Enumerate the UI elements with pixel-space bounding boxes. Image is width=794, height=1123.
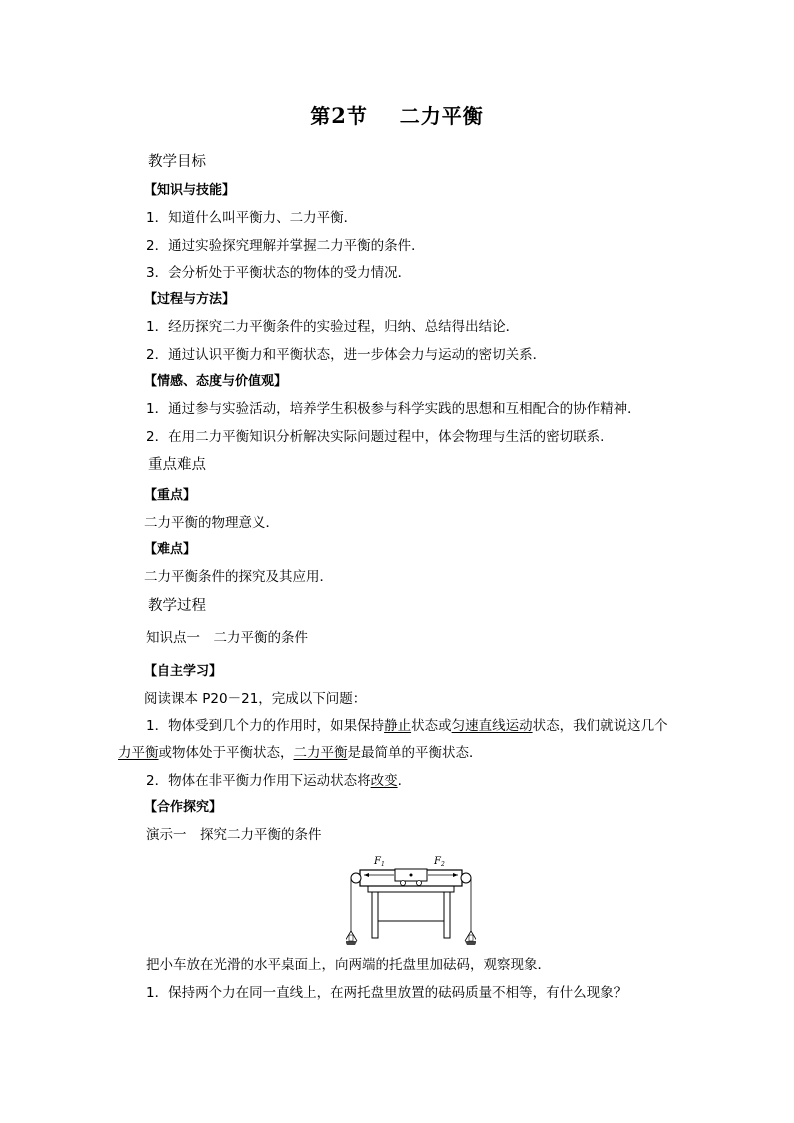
right-pulley: [461, 873, 471, 883]
page-title: [0, 100, 794, 129]
question-text: 1．物体受到几个力的作用时，如果保持: [146, 718, 385, 734]
title-suffix: 节: [346, 104, 368, 128]
balance-experiment-figure: [346, 851, 476, 951]
knowledge-point-title: 知识点一 二力平衡的条件: [146, 630, 308, 646]
key-points-heading: 重点难点: [148, 457, 206, 473]
force-f1-label: $F_1$: [374, 856, 385, 868]
title-name: 二力平衡: [399, 104, 484, 128]
emotion-item: 1．通过参与实验活动，培养学生积极参与科学实践的思想和互相配合的协作精神．: [146, 401, 641, 417]
answer-blank: 力平衡: [118, 745, 159, 761]
reading-instruction: 阅读课本 P20－21，完成以下问题：: [144, 691, 367, 707]
question-text: 或物体处于平衡状态，: [158, 745, 294, 761]
question-text: .: [397, 773, 402, 789]
demo-title: 演示一 探究二力平衡的条件: [146, 827, 322, 843]
cart-wheel: [417, 881, 422, 886]
process-heading: 教学过程: [148, 598, 206, 614]
process-method-heading: 【过程与方法】: [144, 292, 236, 307]
emotion-item: 2．在用二力平衡知识分析解决实际问题过程中，体会物理与生活的密切联系.: [146, 429, 605, 445]
force-f2-label: $F_2$: [434, 856, 445, 868]
difficulty-heading: 【难点】: [144, 542, 197, 557]
experiment-instruction: 把小车放在光滑的水平桌面上，向两端的托盘里加砝码，观察现象．: [146, 957, 551, 973]
left-pulley: [351, 873, 361, 883]
focus-text: 二力平衡的物理意义．: [144, 515, 279, 531]
knowledge-item: 1．知道什么叫平衡力、二力平衡．: [146, 210, 358, 226]
focus-heading: 【重点】: [144, 488, 197, 503]
left-weight-tray: [346, 931, 357, 945]
experiment-question-1: 1．保持两个力在同一直线上，在两托盘里放置的砝码质量不相等，有什么现象？: [146, 985, 628, 1001]
question-text: 状态，我们就说这几个: [532, 718, 668, 734]
self-study-heading: 【自主学习】: [144, 664, 223, 679]
title-prefix: 第: [310, 104, 332, 128]
process-method-item: 1．经历探究二力平衡条件的实验过程，归纳、总结得出结论．: [146, 319, 520, 335]
question-text: 2．物体在非平衡力作用下运动状态将: [146, 773, 371, 789]
answer-blank: 二力平衡: [293, 745, 348, 761]
right-weight-tray: [465, 931, 476, 945]
table-leg: [372, 892, 378, 938]
knowledge-heading: 【知识与技能】: [144, 183, 236, 198]
emotion-heading: 【情感、态度与价值观】: [144, 374, 288, 389]
question-text: 状态或: [411, 718, 452, 734]
knowledge-item: 2．通过实验探究理解并掌握二力平衡的条件．: [146, 238, 425, 254]
knowledge-item: 3．会分析处于平衡状态的物体的受力情况．: [146, 265, 412, 281]
cart-wheel: [401, 881, 406, 886]
process-method-item: 2．通过认识平衡力和平衡状态，进一步体会力与运动的密切关系．: [146, 347, 547, 363]
question-text: 是最简单的平衡状态．: [347, 745, 483, 761]
title-number: 2: [331, 103, 347, 128]
table-leg: [444, 892, 450, 938]
question-1-continued: [118, 743, 483, 763]
difficulty-text: 二力平衡条件的探究及其应用．: [144, 569, 333, 585]
cooperate-heading: 【合作探究】: [144, 800, 223, 815]
goals-heading: 教学目标: [148, 154, 206, 170]
answer-blank: 静止: [384, 718, 412, 734]
answer-blank: 改变: [370, 773, 398, 789]
answer-blank: 匀速直线运动: [451, 718, 533, 734]
question-1: [146, 716, 668, 736]
question-2: [146, 771, 402, 791]
